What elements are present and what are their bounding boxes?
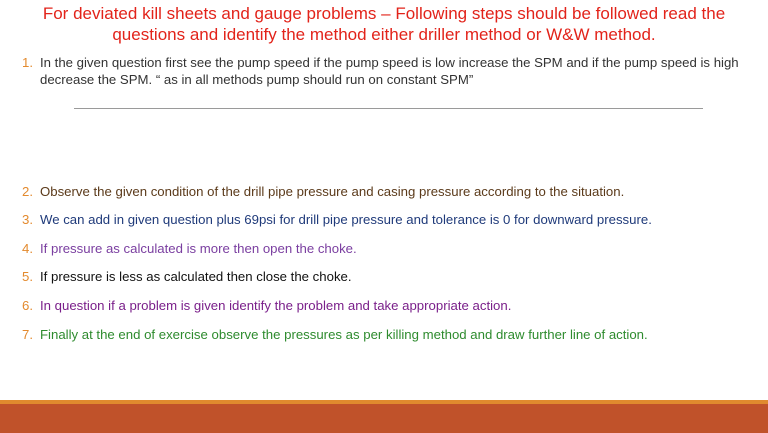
list-item-text: In question if a problem is given identify the problem and take appropriate action. bbox=[40, 298, 512, 313]
list-number: 5. bbox=[22, 269, 33, 284]
list-item bbox=[22, 297, 511, 314]
list-number: 2. bbox=[22, 184, 33, 199]
list-item-text: In the given question first see the pump speed if the pump speed is low increase the SPM and if the pump speed is high decrease the SPM. “ as in all methods pump should run on constant SPM” bbox=[40, 55, 739, 87]
list-item-text: If pressure as calculated is more then open the choke. bbox=[40, 241, 357, 256]
list-item bbox=[22, 268, 352, 285]
list-item bbox=[22, 326, 648, 343]
list-item-text: We can add in given question plus 69psi for drill pipe pressure and tolerance is 0 for downward pressure. bbox=[40, 212, 652, 227]
slide-title: For deviated kill sheets and gauge problems – Following steps should be followed read the questions and identify the method either driller method or W&W method. bbox=[42, 4, 726, 44]
list-item-text: If pressure is less as calculated then close the choke. bbox=[40, 269, 352, 284]
list-number: 1. bbox=[22, 55, 33, 70]
list-item-text: Finally at the end of exercise observe the pressures as per killing method and draw further line of action. bbox=[40, 327, 648, 342]
list-item bbox=[22, 183, 624, 200]
footer-stripe bbox=[0, 400, 768, 404]
footer-bar bbox=[0, 400, 768, 433]
list-number: 4. bbox=[22, 241, 33, 256]
list-item bbox=[22, 211, 652, 228]
divider-line bbox=[74, 108, 703, 109]
list-item-text: Observe the given condition of the drill pipe pressure and casing pressure according to the situation. bbox=[40, 184, 625, 199]
steps-list bbox=[22, 54, 742, 342]
list-number: 6. bbox=[22, 298, 33, 313]
list-number: 7. bbox=[22, 327, 33, 342]
list-item bbox=[22, 54, 742, 88]
list-number: 3. bbox=[22, 212, 33, 227]
list-item bbox=[22, 240, 357, 257]
